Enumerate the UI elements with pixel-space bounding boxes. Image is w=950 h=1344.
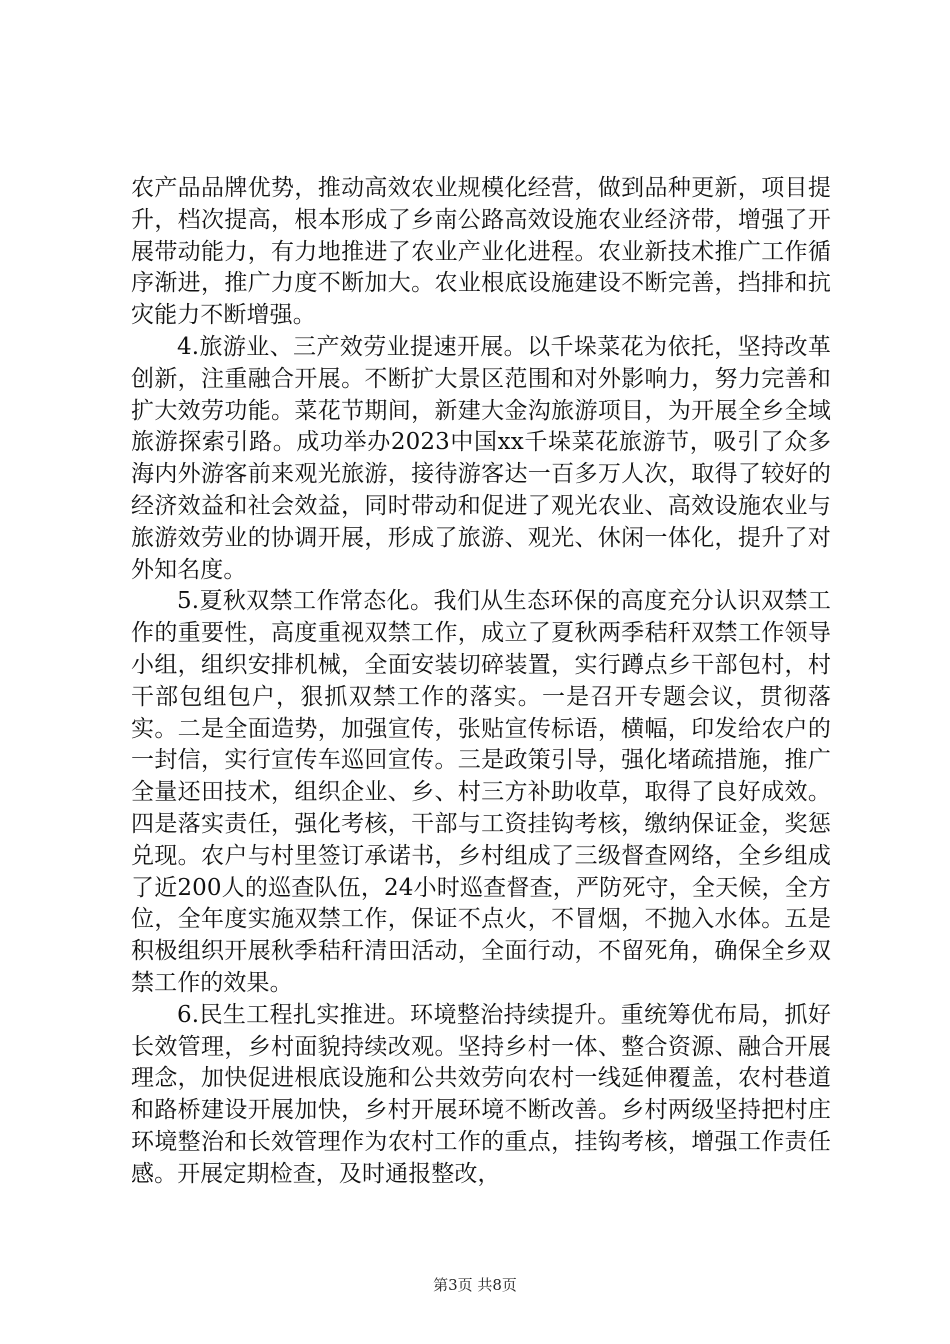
- document-body: [131, 173, 831, 1191]
- paragraph-double-ban: 5.夏秋双禁工作常态化。我们从生态环保的高度充分认识双禁工作的重要性，高度重视双禁工作，成立了夏秋两季秸秆双禁工作领导小组，组织安排机械，全面安装切碎装置，实行蹲点乡干部包村，村干部包组包户，狠抓双禁工作的落实。一是召开专题会议，贯彻落实。二是全面造势，加强宣传，张贴宣传标语，横幅，印发给农户的一封信，实行宣传车巡回宣传。三是政策引导，强化堵疏措施，推广全量还田技术，组织企业、乡、村三方补助收草，取得了良好成效。四是落实责任，强化考核，干部与工资挂钩考核，缴纳保证金，奖惩兑现。农户与村里签订承诺书，乡村组成了三级督查网络，全乡组成了近200人的巡查队伍，24小时巡查督查，严防死守，全天候，全方位，全年度实施双禁工作，保证不点火，不冒烟，不抛入水体。五是积极组织开展秋季秸秆清田活动，全面行动，不留死角，确保全乡双禁工作的效果。: [131, 588, 831, 996]
- paragraph-tourism: 4.旅游业、三产效劳业提速开展。以千垛菜花为依托，坚持改革创新，注重融合开展。不断扩大景区范围和对外影响力，努力完善和扩大效劳功能。菜花节期间，新建大金沟旅游项目，为开展全乡全域旅游探索引路。成功举办2023中国xx千垛菜花旅游节，吸引了众多海内外游客前来观光旅游，接待游客达一百多万人次，取得了较好的经济效益和社会效益，同时带动和促进了观光农业、高效设施农业与旅游效劳业的协调开展，形成了旅游、观光、休闲一体化，提升了对外知名度。: [131, 333, 831, 583]
- page-number-footer: 第3页 共8页: [433, 1276, 517, 1294]
- paragraph-continuation: 农产品品牌优势，推动高效农业规模化经营，做到品种更新，项目提升，档次提高，根本形成了乡南公路高效设施农业经济带，增强了开展带动能力，有力地推进了农业产业化进程。农业新技术推广工作循序渐进，推广力度不断加大。农业根底设施建设不断完善，挡排和抗灾能力不断增强。: [131, 175, 831, 329]
- paragraph-livelihood: 6.民生工程扎实推进。环境整治持续提升。重统筹优布局，抓好长效管理，乡村面貌持续改观。坚持乡村一体、整合资源、融合开展理念，加快促进根底设施和公共效劳向农村一线延伸覆盖，农村巷道和路桥建设开展加快，乡村开展环境不断改善。乡村两级坚持把村庄环境整治和长效管理作为农村工作的重点，挂钩考核，增强工作责任感。开展定期检查，及时通报整改，: [131, 1001, 831, 1187]
